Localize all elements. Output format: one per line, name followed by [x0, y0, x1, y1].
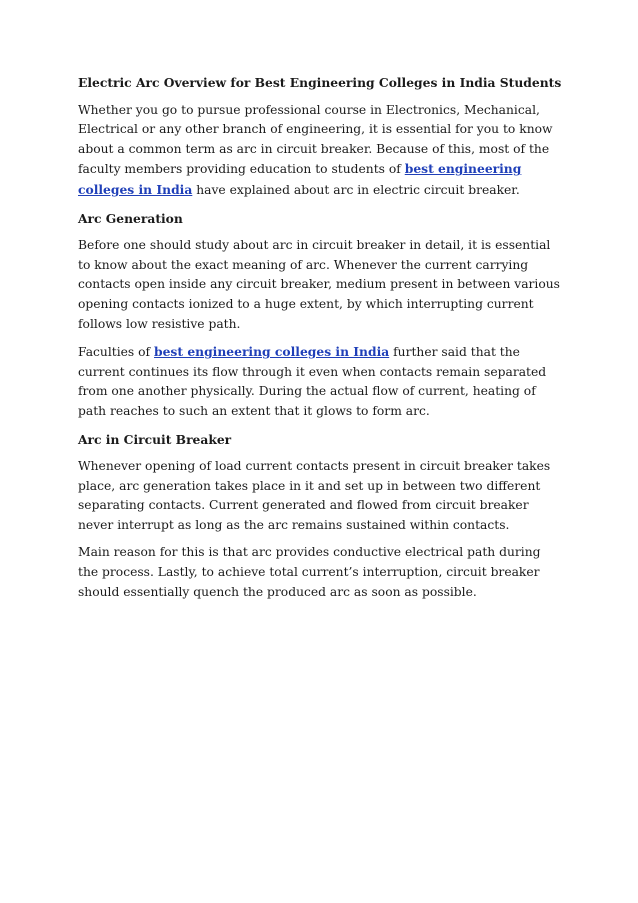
document-title: Electric Arc Overview for Best Engineering Colleges in India Students [78, 75, 562, 90]
section-heading-arc-generation: Arc Generation [78, 210, 183, 226]
intro-paragraph [78, 101, 562, 201]
section-heading-arc-in-circuit-breaker: Arc in Circuit Breaker [78, 431, 232, 447]
best-engineering-colleges-link[interactable]: best engineering colleges in India [78, 161, 522, 197]
arc-generation-paragraph-2 [78, 342, 562, 421]
arc-circuit-breaker-paragraph-2: Main reason for this is that arc provides conductive electrical path during the process. Lastly, to achieve total current’s interruption, circuit breaker should essentially quench the produced arc as soon as possible. [78, 545, 541, 599]
faculties-text-before-link: Faculties of [78, 345, 155, 360]
arc-generation-paragraph-1: Before one should study about arc in circuit breaker in detail, it is essential to know about the exact meaning of arc. Whenever the current carrying contacts open inside any circuit breaker, medium present in between various opening contacts ionized to a huge extent, by which interrupting current follows low resistive path. [78, 238, 560, 331]
best-engineering-colleges-link-2[interactable]: best engineering colleges in India [154, 344, 390, 360]
faculties-text-after-link: further said that the current continues its flow through it even when contacts remain separated from one another physically. During the actual flow of current, heating of path reaches to such an extent that it glows to form arc. [78, 345, 547, 418]
arc-circuit-breaker-paragraph-1: Whenever opening of load current contacts present in circuit breaker takes place, arc generation takes place in it and set up in between two different separating contacts. Current generated and flowed from circuit breaker never interrupt as long as the arc remains sustained within contacts. [78, 459, 551, 532]
intro-text-after-link: have explained about arc in electric circuit breaker. [192, 182, 520, 197]
intro-text-before-link: Whether you go to pursue professional course in Electronics, Mechanical, Electrical or any other branch of engineering, it is essential for you to know about a common term as arc in circuit breaker. Because of this, most of the faculty members providing education to students of [78, 102, 553, 177]
